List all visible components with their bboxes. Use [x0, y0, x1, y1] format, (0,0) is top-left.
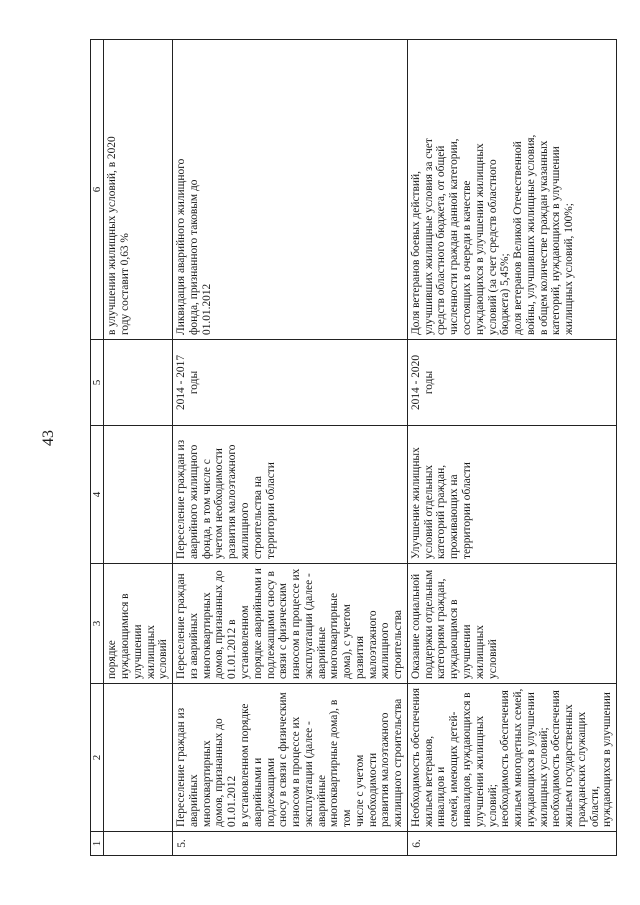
- column-header-4: 4: [91, 426, 104, 564]
- row-number: [104, 832, 173, 856]
- page-number: 43: [40, 430, 57, 446]
- result-cell: в улучшении жилищных условий, в 2020 году составит 0,63 %: [104, 40, 173, 340]
- column-header-1: 1: [91, 832, 104, 856]
- task-cell: Переселение граждан из аварийных многоквартирных домов, признанных до 01.01.2012 в установленном порядке аварийными и подлежащими сносу в связи с физическим износом в процессе их эксплуатации (далее - аварийные многоквартирные дома), с учетом развития малоэтажного жилищного строительства: [173, 564, 408, 684]
- table-header-row: [91, 40, 104, 856]
- measure-cell: [104, 426, 173, 564]
- period-cell: [104, 340, 173, 426]
- table-row: [104, 40, 173, 856]
- column-header-2: 2: [91, 684, 104, 832]
- period-cell: 2014 - 2017 годы: [173, 340, 408, 426]
- program-table: [90, 39, 617, 856]
- period-cell: 2014 - 2020 годы: [407, 340, 616, 426]
- row-number: 5.: [173, 832, 408, 856]
- table-row: [173, 40, 408, 856]
- result-cell: Ликвидация аварийного жилищного фонда, признанного таковым до 01.01.2012: [173, 40, 408, 340]
- table-row: [407, 40, 616, 856]
- task-cell: Оказание социальной поддержки отдельным категориям граждан, нуждающимся в улучшении жилищных условий: [407, 564, 616, 684]
- column-header-3: 3: [91, 564, 104, 684]
- result-cell: Доля ветеранов боевых действий, улучшивших жилищные условия за счет средств областного бюджета, от общей численности граждан данной категории, состоящих в очереди в качестве нуждающихся в улучшении жилищных условий (за счет средств областного бюджета) 5,45%; доля ветеранов Великой Отечественной войны, улучшивших жилищные условия, в общем количестве граждан указанных категорий, нуждающихся в улучшении жилищных условий, 100%;: [407, 40, 616, 340]
- task-cell: порядке нуждающимися в улучшении жилищных условий: [104, 564, 173, 684]
- measure-cell: Улучшение жилищных условий отдельных категорий граждан, проживающих на территории области: [407, 426, 616, 564]
- column-header-6: 6: [91, 40, 104, 340]
- problem-cell: Переселение граждан из аварийных многоквартирных домов, признанных до 01.01.2012 в установленном порядке аварийными и подлежащими сносу в связи с физическим износом в процессе их эксплуатации (далее - аварийные многоквартирные дома), в том числе с учетом необходимости развития малоэтажного жилищного строительства: [173, 684, 408, 832]
- measure-cell: Переселение граждан из аварийного жилищного фонда, в том числе с учетом необходимости развития малоэтажного жилищного строительства на территории области: [173, 426, 408, 564]
- problem-cell: Необходимость обеспечения жильем ветеранов, инвалидов и семей, имеющих детей- инвалидов, нуждающихся в улучшении жилищных условий; необходимость обеспечения жильем многодетных семей, нуждающихся в улучшении жилищных условий; необходимость обеспечения жильем государственных гражданских служащих области, нуждающихся в улучшении: [407, 684, 616, 832]
- problem-cell: [104, 684, 173, 832]
- row-number: 6.: [407, 832, 616, 856]
- rotated-table-container: [90, 40, 614, 856]
- column-header-5: 5: [91, 340, 104, 426]
